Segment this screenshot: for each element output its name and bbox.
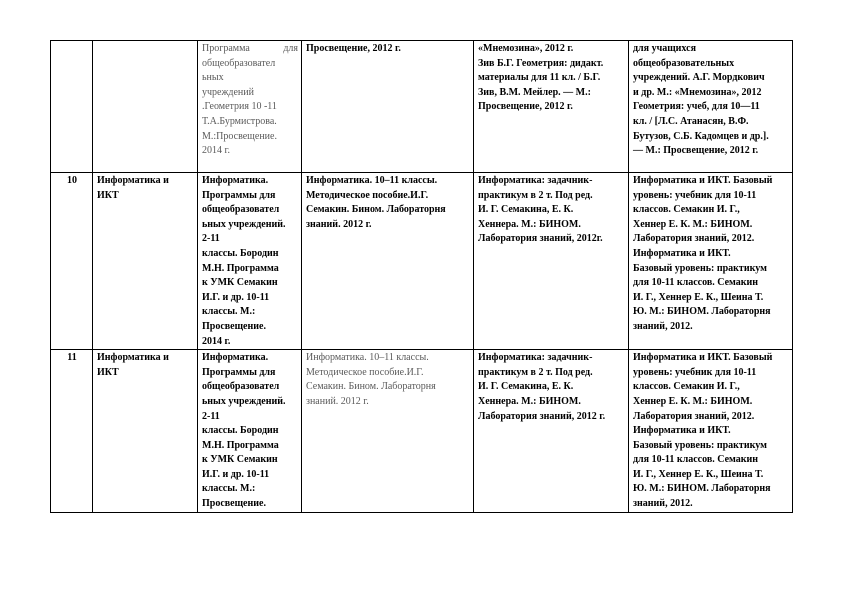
methodical-cell: Информатика. 10–11 классы. Методическое пособие.И.Г. Семакин. Бином. Лабораторня знаний. 2012 г. [302, 173, 474, 350]
row-number: 11 [51, 350, 93, 513]
didactic-cell: «Мнемозина», 2012 г. Зив Б.Г. Геометрия: дидакт. материалы для 11 кл. / Б.Г. Зив, В.М. Мейлер. — М.: Просвещение, 2012 г. [474, 41, 629, 173]
program-line: Программа для [202, 43, 298, 54]
program-line: Т.А.Бурмистрова. [202, 115, 277, 127]
row-number [51, 41, 93, 173]
program-line: учреждений [202, 86, 254, 98]
program-cell: Информатика. Программы для общеобразовател ьных учреждений. 2-11 классы. Бородин М.Н. Программа к УМК Семакин И.Г. и др. 10-11 классы. М.: Просвещение. 2014 г. [198, 173, 302, 350]
program-line: М.:Просвещение. [202, 130, 277, 142]
didactic-cell: Информатика: задачник- практикум в 2 т. Под ред. И. Г. Семакина, Е. К. Хеннера. М.: БИНОМ. Лаборатория знаний, 2012 г. [474, 350, 629, 513]
curriculum-table [50, 40, 793, 513]
subject-cell: Информатика и ИКТ [93, 173, 198, 350]
table-row [51, 173, 793, 350]
program-line: общеобразовател [202, 57, 276, 69]
program-line: .Геометрия 10 -11 [202, 101, 277, 113]
methodical-cell: Просвещение, 2012 г. [302, 41, 474, 173]
program-line: ьных [202, 72, 224, 84]
textbook-cell: Информатика и ИКТ. Базовый уровень: учебник для 10-11 классов. Семакин И. Г., Хеннер Е. К. М.: БИНОМ. Лаборатория знаний, 2012. Информатика и ИКТ. Базовый уровень: практикум для 10-11 классов. Семакин И. Г., Хеннер Е. К., Шеина Т. Ю. М.: БИНОМ. Лабораторня знаний, 2012. [629, 173, 793, 350]
subject-cell [93, 41, 198, 173]
row-number: 10 [51, 173, 93, 350]
program-line: 2014 г. [202, 145, 230, 157]
program-cell [198, 41, 302, 173]
methodical-cell: Информатика. 10–11 классы. Методическое пособие.И.Г. Семакин. Бином. Лабораторня знаний. 2012 г. [302, 350, 474, 513]
textbook-cell: Информатика и ИКТ. Базовый уровень: учебник для 10-11 классов. Семакин И. Г., Хеннер Е. К. М.: БИНОМ. Лаборатория знаний, 2012. Информатика и ИКТ. Базовый уровень: практикум для 10-11 классов. Семакин И. Г., Хеннер Е. К., Шеина Т. Ю. М.: БИНОМ. Лабораторня знаний, 2012. [629, 350, 793, 513]
program-cell: Информатика. Программы для общеобразовател ьных учреждений. 2-11 классы. Бородин М.Н. Программа к УМК Семакин И.Г. и др. 10-11 классы. М.: Просвещение. [198, 350, 302, 513]
textbook-cell: для учащихся общеобразовательных учреждений. А.Г. Мордкович и др. М.: «Мнемозина», 2012 Геометрия: учеб, для 10—11 кл. / [Л.С. Атанасян, В.Ф. Бутузов, С.Б. Кадомцев и др.]. — М.: Просвещение, 2012 г. [629, 41, 793, 173]
didactic-cell: Информатика: задачник- практикум в 2 т. Под ред. И. Г. Семакина, Е. К. Хеннера. М.: БИНОМ. Лаборатория знаний, 2012г. [474, 173, 629, 350]
table-row [51, 41, 793, 173]
subject-cell: Информатика и ИКТ [93, 350, 198, 513]
table-row [51, 350, 793, 513]
